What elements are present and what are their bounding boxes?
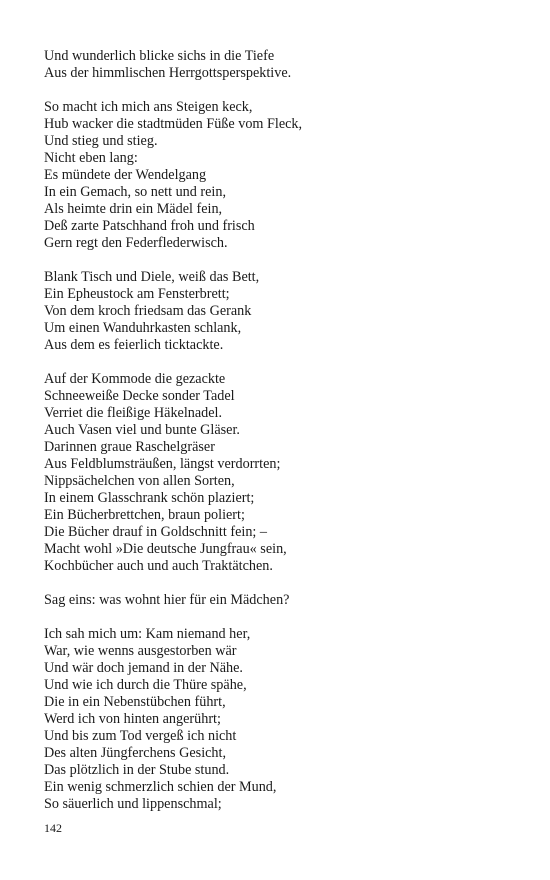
poem-line: Nicht eben lang: (44, 150, 138, 166)
poem-line: Die in ein Nebenstübchen führt, (44, 694, 226, 710)
poem-line: Aus dem es feierlich ticktackte. (44, 337, 224, 353)
poem-line: Schneeweiße Decke sonder Tadel (44, 388, 235, 404)
poem-line: Werd ich von hinten angerührt; (44, 711, 221, 727)
poem-line: So macht ich mich ans Steigen keck, (44, 99, 253, 115)
poem-line: Verriet die fleißige Häkelnadel. (44, 405, 223, 421)
poem-line: Gern regt den Federflederwisch. (44, 235, 228, 251)
poem-line: Des alten Jüngferchens Gesicht, (44, 745, 227, 761)
stanza-1 (44, 48, 514, 82)
poem-line: In ein Gemach, so nett und rein, (44, 184, 227, 200)
poem-line: Als heimte drin ein Mädel fein, (44, 201, 223, 217)
poem-line: War, wie wenns ausgestorben wär (44, 643, 237, 659)
stanza-6 (44, 626, 514, 813)
poem-line: Um einen Wanduhrkasten schlank, (44, 320, 242, 336)
poem-line: Auch Vasen viel und bunte Gläser. (44, 422, 240, 438)
poem-line: Hub wacker die stadtmüden Füße vom Fleck, (44, 116, 303, 132)
poem-line: Und wie ich durch die Thüre spähe, (44, 677, 247, 693)
stanza-5 (44, 592, 514, 609)
poem-line: Sag eins: was wohnt hier für ein Mädchen? (44, 592, 290, 608)
poem-line: So säuerlich und lippenschmal; (44, 796, 222, 812)
poem-line: Ein Epheustock am Fensterbrett; (44, 286, 230, 302)
poem-line: Blank Tisch und Diele, weiß das Bett, (44, 269, 260, 285)
poem-line: Auf der Kommode die gezackte (44, 371, 226, 387)
poem-line: Und stieg und stieg. (44, 133, 158, 149)
poem-line: Von dem kroch friedsam das Gerank (44, 303, 252, 319)
poem-line: Ein Bücherbrettchen, braun poliert; (44, 507, 245, 523)
poem-line: Nippsächelchen von allen Sorten, (44, 473, 235, 489)
poem-line: Und bis zum Tod vergeß ich nicht (44, 728, 237, 744)
page-number: 142 (44, 821, 62, 835)
poem-line: Aus der himmlischen Herrgottsperspektive. (44, 65, 292, 81)
poem-body (44, 48, 514, 830)
poem-line: Macht wohl »Die deutsche Jungfrau« sein, (44, 541, 287, 557)
poem-line: Kochbücher auch und auch Traktätchen. (44, 558, 273, 574)
poem-line: Ich sah mich um: Kam niemand her, (44, 626, 251, 642)
poem-line: Es mündete der Wendelgang (44, 167, 207, 183)
stanza-4 (44, 371, 514, 575)
poem-line: Das plötzlich in der Stube stund. (44, 762, 230, 778)
stanza-2 (44, 99, 514, 252)
poem-line: Aus Feldblumsträußen, längst verdorrten; (44, 456, 281, 472)
poem-line: Und wär doch jemand in der Nähe. (44, 660, 243, 676)
poem-line: Darinnen graue Raschelgräser (44, 439, 215, 455)
poem-line: Und wunderlich blicke sichs in die Tiefe (44, 48, 275, 64)
poem-line: In einem Glasschrank schön plaziert; (44, 490, 255, 506)
poem-line: Ein wenig schmerzlich schien der Mund, (44, 779, 277, 795)
poem-line: Die Bücher drauf in Goldschnitt fein; – (44, 524, 268, 540)
poem-line: Deß zarte Patschhand froh und frisch (44, 218, 255, 234)
stanza-3 (44, 269, 514, 354)
